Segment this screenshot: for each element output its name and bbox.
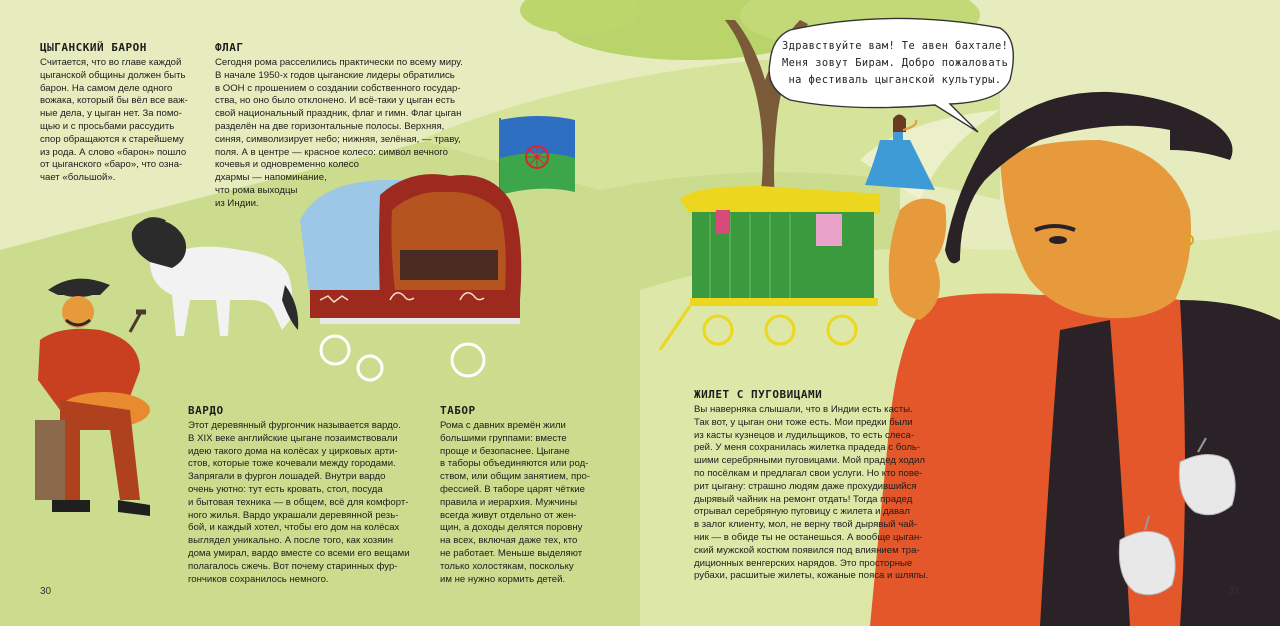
paragraph-line: из Индии.: [215, 197, 259, 209]
paragraph-line: Сегодня рома расселились практически по всему миру.: [215, 57, 463, 68]
paragraph-line: Этот деревянный фургончик называется вардо.: [188, 420, 401, 431]
paragraph-line: ные дела, у цыган нет. За помо-: [40, 108, 182, 120]
section-heading: ЖИЛЕТ С ПУГОВИЦАМИ: [694, 388, 823, 401]
paragraph-line: отрывал серебряную пуговицу с жилета и давал: [694, 506, 910, 518]
paragraph-line: барон. На самом деле одного: [40, 82, 173, 94]
paragraph-line: ства, но оно было отклонено. И всё-таки у цыган есть: [215, 95, 456, 107]
paragraph-line: гончиков сохранилось немного.: [188, 573, 329, 585]
paragraph-line: ник — в обиде ты не останешься. А вообще цыган-: [694, 531, 923, 543]
paragraph-line: шими серебряными пуговицами. Мой прадед ходил: [694, 455, 925, 467]
paragraph-line: чает «большой».: [40, 172, 116, 184]
page-number-right: 31: [1229, 586, 1241, 597]
paragraph-line: фессией. В таборе царят чёткие: [440, 483, 585, 495]
paragraph-line: от цыганского «баро», что озна-: [40, 159, 183, 171]
paragraph-line: ский мужской костюм появился под влиянием тра-: [694, 544, 920, 556]
paragraph-line: кочевья и одновременно колесо: [215, 159, 359, 171]
paragraph-line: синяя, символизирует небо; нижняя, зелёная, — траву,: [215, 133, 461, 145]
paragraph-line: не работает. Меньше выделяют: [440, 547, 583, 559]
paragraph-line: в таборы объединяются или род-: [440, 458, 589, 470]
paragraph-line: дхармы — напоминание,: [215, 172, 327, 184]
paragraph-line: дырявый чайник на ремонт отдать! Тогда прадед: [694, 493, 913, 505]
paragraph-line: вожака, который бы вёл все важ-: [40, 95, 188, 107]
section-tabor: [440, 404, 610, 586]
section-vardo: [188, 404, 418, 586]
paragraph-line: свой национальный праздник, флаг и гимн. Флаг цыган: [215, 108, 462, 120]
section-heading: ТАБОР: [440, 404, 476, 417]
paragraph-line: рит цыгану: страшно людям даже прохудившийся: [694, 480, 917, 492]
paragraph-line: диционных венгерских нарядов. Это просторные: [694, 557, 913, 569]
paragraph-line: и бытовая техника — в общем, всё для комфорт-: [188, 496, 409, 508]
section-baron: [40, 41, 200, 185]
paragraph-line: на всех, включая даже тех, кто: [440, 535, 578, 547]
paragraph-line: рей. У меня сохранилась жилетка прадеда с боль-: [694, 442, 921, 454]
paragraph-line: Вы наверняка слышали, что в Индии есть касты.: [694, 404, 913, 415]
paragraph-line: выглядел уникально. А после того, как хозяин: [188, 535, 394, 547]
paragraph-line: щью и с просьбами рассудить: [40, 120, 175, 132]
speech-bubble-text: [782, 38, 1008, 89]
paragraph-line: из рода. А слово «барон» пошло: [40, 146, 187, 158]
paragraph-line: цыганской общины должен быть: [40, 69, 186, 81]
section-vest: [694, 388, 934, 583]
paragraph-line: поля. А в центре — красное колесо: символ вечного: [215, 146, 448, 158]
paragraph-line: проще и безопаснее. Цыгане: [440, 445, 570, 457]
paragraph-line: рубахи, расшитые жилеты, кожаные пояса и шляпы.: [694, 570, 929, 582]
paragraph-line: из касты кузнецов и лудильщиков, то есть слеса-: [694, 429, 915, 441]
paragraph-line: щин, а доходы делятся поровну: [440, 522, 583, 534]
paragraph-line: В XIX веке английские цыгане позаимствовали: [188, 432, 398, 444]
paragraph-line: бой, и каждый хотел, чтобы его дом на колёсах: [188, 522, 400, 534]
paragraph-line: ного жилья. Вардо украшали деревянной резь-: [188, 509, 399, 521]
paragraph-line: правила и иерархия. Мужчины: [440, 496, 578, 508]
paragraph-line: идею такого дома на колёсах у цирковых арти-: [188, 445, 398, 457]
speech-line: Здравствуйте вам! Те авен бахтале!: [782, 40, 1009, 52]
paragraph-line: стов, которые тоже кочевали между городами.: [188, 458, 396, 470]
paragraph-line: дома умирал, вардо вместе со всеми его вещами: [188, 547, 410, 559]
paragraph-line: полагалось сжечь. Вот почему старинных фур-: [188, 560, 398, 572]
paragraph-line: Считается, что во главе каждой: [40, 57, 182, 68]
paragraph-line: в залог клиенту, мол, не верну твой дырявый чай-: [694, 519, 918, 531]
paragraph-line: что рома выходцы: [215, 184, 298, 196]
section-heading: ВАРДО: [188, 404, 224, 417]
paragraph-line: только холостякам, поскольку: [440, 560, 574, 572]
paragraph-line: В начале 1950-х годов цыганские лидеры обратились: [215, 69, 455, 81]
section-heading: ФЛАГ: [215, 41, 244, 54]
paragraph-line: разделён на две горизонтальные полосы. Верхняя,: [215, 120, 445, 132]
paragraph-line: всегда живут отдельно от жен-: [440, 509, 577, 521]
speech-line: на фестиваль цыганской культуры.: [788, 74, 1002, 86]
paragraph-line: им не нужно кормить детей.: [440, 573, 566, 585]
paragraph-line: в ООН с прошением о создании собственного государ-: [215, 82, 461, 94]
page-number-left: 30: [40, 586, 52, 597]
section-heading: ЦЫГАНСКИЙ БАРОН: [40, 41, 147, 54]
section-flag: [215, 41, 485, 211]
paragraph-line: Так вот, у цыган они тоже есть. Мои предки были: [694, 416, 913, 428]
paragraph-line: ством, или общим занятием, про-: [440, 471, 591, 483]
paragraph-line: очень уютно: тут есть кровать, стол, посуда: [188, 483, 383, 495]
paragraph-line: Рома с давних времён жили: [440, 420, 566, 431]
paragraph-line: большими группами: вместе: [440, 432, 567, 444]
paragraph-line: Запрягали в фургон лошадей. Внутри вардо: [188, 471, 386, 483]
paragraph-line: по посёлкам и предлагал свои услуги. Но кто пове-: [694, 467, 923, 479]
speech-line: Меня зовут Бирам. Добро пожаловать: [782, 57, 1009, 69]
paragraph-line: спор обращаются к старейшему: [40, 133, 184, 145]
